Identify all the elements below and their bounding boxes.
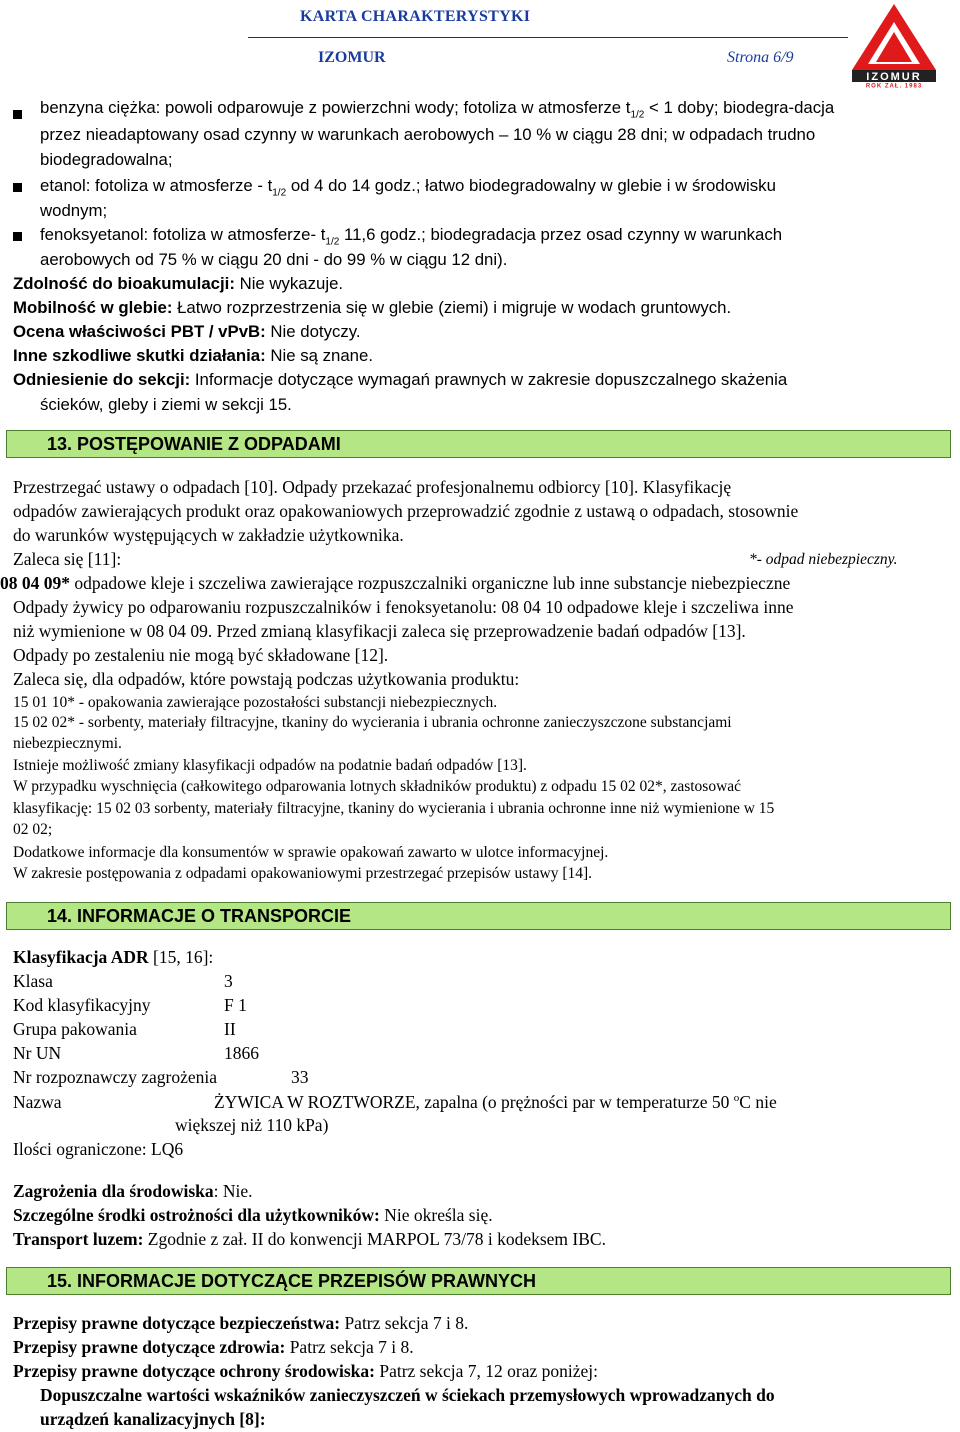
section-14-header [6,902,951,930]
bullet-icon [13,183,22,192]
un-number-value: 1866 [224,1043,259,1063]
section-reference-line2: ścieków, gleby i ziemi w sekcji 15. [40,395,292,414]
section-reference: Odniesienie do sekcji: Informacje dotyczące wymagań prawnych w zakresie dopuszczalnego skażenia [13,370,788,389]
wastewater-limits-line1: Dopuszczalne wartości wskaźników zanieczyszczeń w ściekach przemysłowych wprowadzanych do [40,1385,775,1405]
hazard-id-value: 33 [291,1067,309,1087]
section-15-title: 15. INFORMACJE DOTYCZĄCE PRZEPISÓW PRAWNYCH [47,1271,537,1291]
waste-code-line: 08 04 09* odpadowe kleje i szczeliwa zawierające rozpuszczalniki organiczne lub inne substancje niebezpieczne [0,573,791,593]
environment-regulations: Przepisy prawne dotyczące ochrony środowiska: Patrz sekcja 7, 12 oraz poniżej: [13,1361,599,1381]
bioaccumulation: Zdolność do bioakumulacji: Nie wykazuje. [13,274,344,293]
header-divider [248,37,848,38]
bullet-gasoline-line2: przez nieadaptowany osad czynny w warunkach aerobowych – 10 % w ciągu 28 dni; w odpadach trudno [40,125,816,144]
waste-para-line3: do warunków występujących w zakładzie użytkownika. [13,525,404,545]
drying-note-line1: W przypadku wyschnięcia (całkowitego odparowania lotnych składników produktu) z odpadu 15 02 02*, zastosować [13,778,742,795]
shipping-name-line2: większej niż 110 kPa) [175,1115,329,1135]
resin-waste-line2: niż wymienione w 08 04 09. Przed zmianą klasyfikacji zaleca się przeprowadzenie badań odpadów [13]. [13,621,746,641]
consumer-info: Dodatkowe informacje dla konsumentów w sprawie opakowań zawarto w ulotce informacyjnej. [13,844,609,861]
logo-subtext: ROK ZAŁ. 1983 [865,83,923,88]
logo-text: IZOMUR [866,71,922,83]
shipping-name-label: Nazwa [13,1092,62,1112]
drying-note-line3: 02 02; [13,821,53,838]
section-14-title: 14. INFORMACJE O TRANSPORCIE [47,906,352,926]
waste-para-line2: odpadów zawierających produkt oraz opakowaniowych przeprowadzić zgodnie z ustawą o odpadach, stosownie [13,501,799,521]
resin-waste-line3: Odpady po zestaleniu nie mogą być składowane [12]. [13,645,389,665]
adr-class-value: 3 [224,971,233,991]
izomur-logo [850,2,938,88]
bullet-gasoline-line3: biodegradowalna; [40,150,173,169]
hazard-id-label: Nr rozpoznawczy zagrożenia [13,1067,218,1087]
page-header [0,0,960,90]
section-13-header [6,430,951,458]
safety-regulations: Przepisy prawne dotyczące bezpieczeństwa: Patrz sekcja 7 i 8. [13,1313,469,1333]
wastewater-limits-line2: urządzeń kanalizacyjnych [8]: [40,1409,266,1429]
usage-waste-intro: Zaleca się, dla odpadów, które powstają podczas użytkowania produktu: [13,669,520,689]
bullet-phenoxy-line2: aerobowych od 75 % w ciągu 20 dni - do 99 % w ciągu 12 dni). [40,250,508,269]
document-title: KARTA CHARAKTERYSTYKI [300,8,531,25]
bullet-gasoline-line1: benzyna ciężka: powoli odparowuje z powierzchni wody; fotoliza w atmosferze $t_{1/2} < 1$ doby; biodegra-dacja [40,98,835,121]
limited-quantities: Ilości ograniczone: LQ6 [13,1139,184,1159]
adr-class-label: Klasa [13,971,53,991]
environmental-hazards: Zagrożenia dla środowiska: Nie. [13,1181,253,1201]
bullet-phenoxy-line1: fenoksyetanol: fotoliza w atmosferze- $t_{1/2}$ 11,6 godz.; biodegradacja przez osad czynny w warunkach [40,225,783,248]
bullet-ethanol-line2: wodnym; [40,201,108,220]
waste-para-line1: Przestrzegać ustawy o odpadach [10]. Odpady przekazać profesjonalnemu odbiorcy [10]. Klasyfikację [13,477,732,497]
resin-waste-line1: Odpady żywicy po odparowaniu rozpuszczalników i fenoksyetanolu: 08 04 10 odpadowe kleje i szczeliwa inne [13,597,794,617]
bullet-icon [13,232,22,241]
waste-code-150110: 15 01 10* - opakowania zawierające pozostałości substancji niebezpiecznych. [13,694,498,711]
section-15-header [6,1267,951,1295]
classification-code-label: Kod klasyfikacyjny [13,995,151,1015]
page-number: Strona 6/9 [727,49,794,66]
bullet-icon [13,110,22,119]
shipping-name-line1: ŻYWICA W ROZTWORZE, zapalna (o prężności par w temperaturze 50 $^o$C nie [214,1092,777,1112]
un-number-label: Nr UN [13,1043,62,1063]
bulk-transport: Transport luzem: Zgodnie z zał. II do konwencji MARPOL 73/78 i kodeksem IBC. [13,1229,606,1249]
recommended-label: Zaleca się [11]: [13,549,122,569]
pbt-assessment: Ocena właściwości PBT / vPvB: Nie dotyczy. [13,322,361,341]
waste-code-150202-line2: niebezpiecznymi. [13,735,122,752]
bullet-ethanol-line1: etanol: fotoliza w atmosferze - $t_{1/2}$ od 4 do 14 godz.; łatwo biodegradowalny w glebie i w środowisku [40,176,776,199]
brand-name: IZOMUR [318,49,386,66]
adr-classification: Klasyfikacja ADR [15, 16]: [13,947,214,967]
packing-group-label: Grupa pakowania [13,1019,137,1039]
hazardous-note: *- odpad niebezpieczny. [749,551,898,568]
other-effects: Inne szkodliwe skutki działania: Nie są znane. [13,346,373,365]
drying-note-line2: klasyfikację: 15 02 03 sorbenty, materiały filtracyjne, tkaniny do wycierania i ubrania ochronne inne niż wymienione w 15 [13,800,775,817]
health-regulations: Przepisy prawne dotyczące zdrowia: Patrz sekcja 7 i 8. [13,1337,414,1357]
packing-group-value: II [224,1019,236,1039]
soil-mobility: Mobilność w glebie: Łatwo rozprzestrzenia się w glebie (ziemi) i migruje w wodach gruntowych. [13,298,732,317]
section-13-title: 13. POSTĘPOWANIE Z ODPADAMI [47,434,341,454]
user-precautions: Szczególne środki ostrożności dla użytkowników: Nie określa się. [13,1205,493,1225]
waste-code-150202-line1: 15 02 02* - sorbenty, materiały filtracyjne, tkaniny do wycierania i ubrania ochronne zanieczyszczone substancjami [13,714,732,731]
packaging-waste-note: W zakresie postępowania z odpadami opakowaniowymi przestrzegać przepisów ustawy [14]. [13,865,593,882]
classification-code-value: F 1 [224,995,247,1015]
reclassification-note: Istnieje możliwość zmiany klasyfikacji odpadów na podatnie badań odpadów [13]. [13,757,527,774]
